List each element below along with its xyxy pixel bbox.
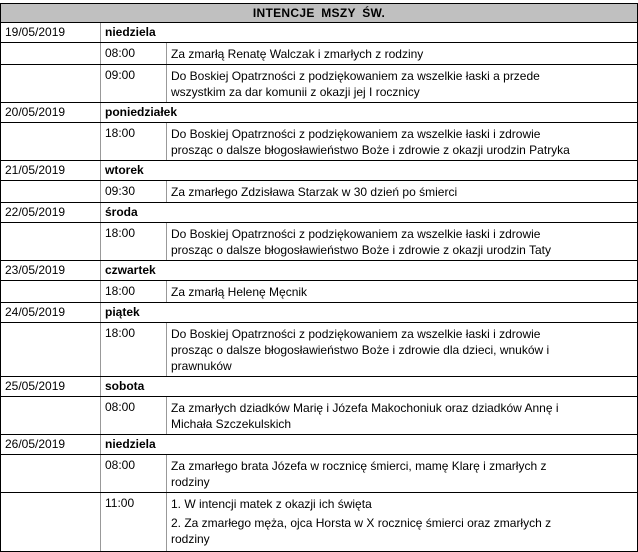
time-cell: 11:00 <box>101 493 167 551</box>
mass-row <box>1 323 637 377</box>
day-row <box>1 161 637 181</box>
intention-line: 2. Za zmarłego męża, ojca Horsta w X rocznicę śmierci oraz zmarłych z <box>171 516 552 530</box>
intention-line: rodziny <box>171 475 210 489</box>
intention-line: Za zmarłą Renatę Walczak i zmarłych z rodziny <box>171 47 424 61</box>
time-cell: 09:00 <box>101 65 167 102</box>
intention-line: Za zmarłą Helenę Męcnik <box>171 285 308 299</box>
weekday-cell: niedziela <box>105 437 156 451</box>
intention-cell <box>167 223 637 260</box>
empty-cell <box>1 493 101 551</box>
table-title: INTENCJE MSZY ŚW. <box>1 3 637 23</box>
date-cell: 20/05/2019 <box>1 103 101 122</box>
time-cell: 08:00 <box>101 397 167 434</box>
empty-cell <box>1 123 101 160</box>
intention-line: Za zmarłych dziadków Marię i Józefa Makochoniuk oraz dziadków Annę i <box>171 401 559 415</box>
intention-line: wszystkim za dar komunii z okazji jej I rocznicy <box>171 85 420 99</box>
empty-cell <box>1 43 101 64</box>
intention-line: prosząc o dalsze błogosławieństwo Boże i zdrowie z okazji urodzin Patryka <box>171 143 570 157</box>
intention-line: Za zmarłego Zdzisława Starzak w 30 dzień po śmierci <box>171 185 458 199</box>
empty-cell <box>1 455 101 492</box>
intention-cell <box>167 123 637 160</box>
date-cell: 26/05/2019 <box>1 435 101 454</box>
empty-cell <box>1 181 101 202</box>
time-cell: 08:00 <box>101 455 167 492</box>
intention-cell <box>167 181 637 202</box>
mass-row <box>1 397 637 435</box>
time-cell: 09:30 <box>101 181 167 202</box>
mass-intentions-table <box>0 3 638 552</box>
mass-row <box>1 43 637 65</box>
mass-row <box>1 493 637 552</box>
intention-part <box>171 515 637 547</box>
intention-line: Do Boskiej Opatrzności z podziękowaniem za wszelkie łaski a przede <box>171 69 540 83</box>
intention-line: Do Boskiej Opatrzności z podziękowaniem za wszelkie łaski i zdrowie <box>171 227 541 241</box>
intention-line: Michała Szczekulskich <box>171 417 292 431</box>
intention-line: rodziny <box>171 532 210 546</box>
weekday-cell: środa <box>105 205 138 219</box>
time-cell: 18:00 <box>101 323 167 376</box>
intention-line: 1. W intencji matek z okazji ich święta <box>171 497 372 511</box>
day-row <box>1 377 637 397</box>
mass-row <box>1 123 637 161</box>
intention-cell <box>167 493 637 551</box>
time-cell: 08:00 <box>101 43 167 64</box>
day-row <box>1 103 637 123</box>
weekday-cell: poniedziałek <box>105 105 178 119</box>
intention-cell <box>167 455 637 492</box>
day-row <box>1 23 637 43</box>
time-cell: 18:00 <box>101 123 167 160</box>
date-cell: 25/05/2019 <box>1 377 101 396</box>
intention-line: Za zmarłego brata Józefa w rocznicę śmierci, mamę Klarę i zmarłych z <box>171 459 547 473</box>
mass-row <box>1 281 637 303</box>
date-cell: 23/05/2019 <box>1 261 101 280</box>
weekday-cell: sobota <box>105 379 145 393</box>
empty-cell <box>1 65 101 102</box>
mass-row <box>1 65 637 103</box>
day-row <box>1 435 637 455</box>
empty-cell <box>1 323 101 376</box>
weekday-cell: czwartek <box>105 263 156 277</box>
empty-cell <box>1 281 101 302</box>
empty-cell <box>1 223 101 260</box>
day-row <box>1 261 637 281</box>
date-cell: 22/05/2019 <box>1 203 101 222</box>
mass-row <box>1 223 637 261</box>
mass-row <box>1 181 637 203</box>
intention-cell <box>167 43 637 64</box>
empty-cell <box>1 397 101 434</box>
intention-line: prawnuków <box>171 359 232 373</box>
intention-cell <box>167 281 637 302</box>
day-row <box>1 203 637 223</box>
intention-line: Do Boskiej Opatrzności z podziękowaniem za wszelkie łaski i zdrowie <box>171 327 541 341</box>
date-cell: 21/05/2019 <box>1 161 101 180</box>
weekday-cell: piątek <box>105 305 140 319</box>
weekday-cell: wtorek <box>105 163 144 177</box>
date-cell: 24/05/2019 <box>1 303 101 322</box>
intention-cell <box>167 397 637 434</box>
weekday-cell: niedziela <box>105 25 156 39</box>
intention-line: prosząc o dalsze błogosławieństwo Boże i zdrowie z okazji urodzin Taty <box>171 243 551 257</box>
intention-cell <box>167 65 637 102</box>
intention-part <box>171 496 637 512</box>
time-cell: 18:00 <box>101 223 167 260</box>
intention-line: prosząc o dalsze błogosławieństwo Boże i zdrowie dla dzieci, wnuków i <box>171 343 550 357</box>
intention-cell <box>167 323 637 376</box>
day-row <box>1 303 637 323</box>
intention-line: Do Boskiej Opatrzności z podziękowaniem za wszelkie łaski i zdrowie <box>171 127 541 141</box>
mass-row <box>1 455 637 493</box>
date-cell: 19/05/2019 <box>1 23 101 42</box>
time-cell: 18:00 <box>101 281 167 302</box>
